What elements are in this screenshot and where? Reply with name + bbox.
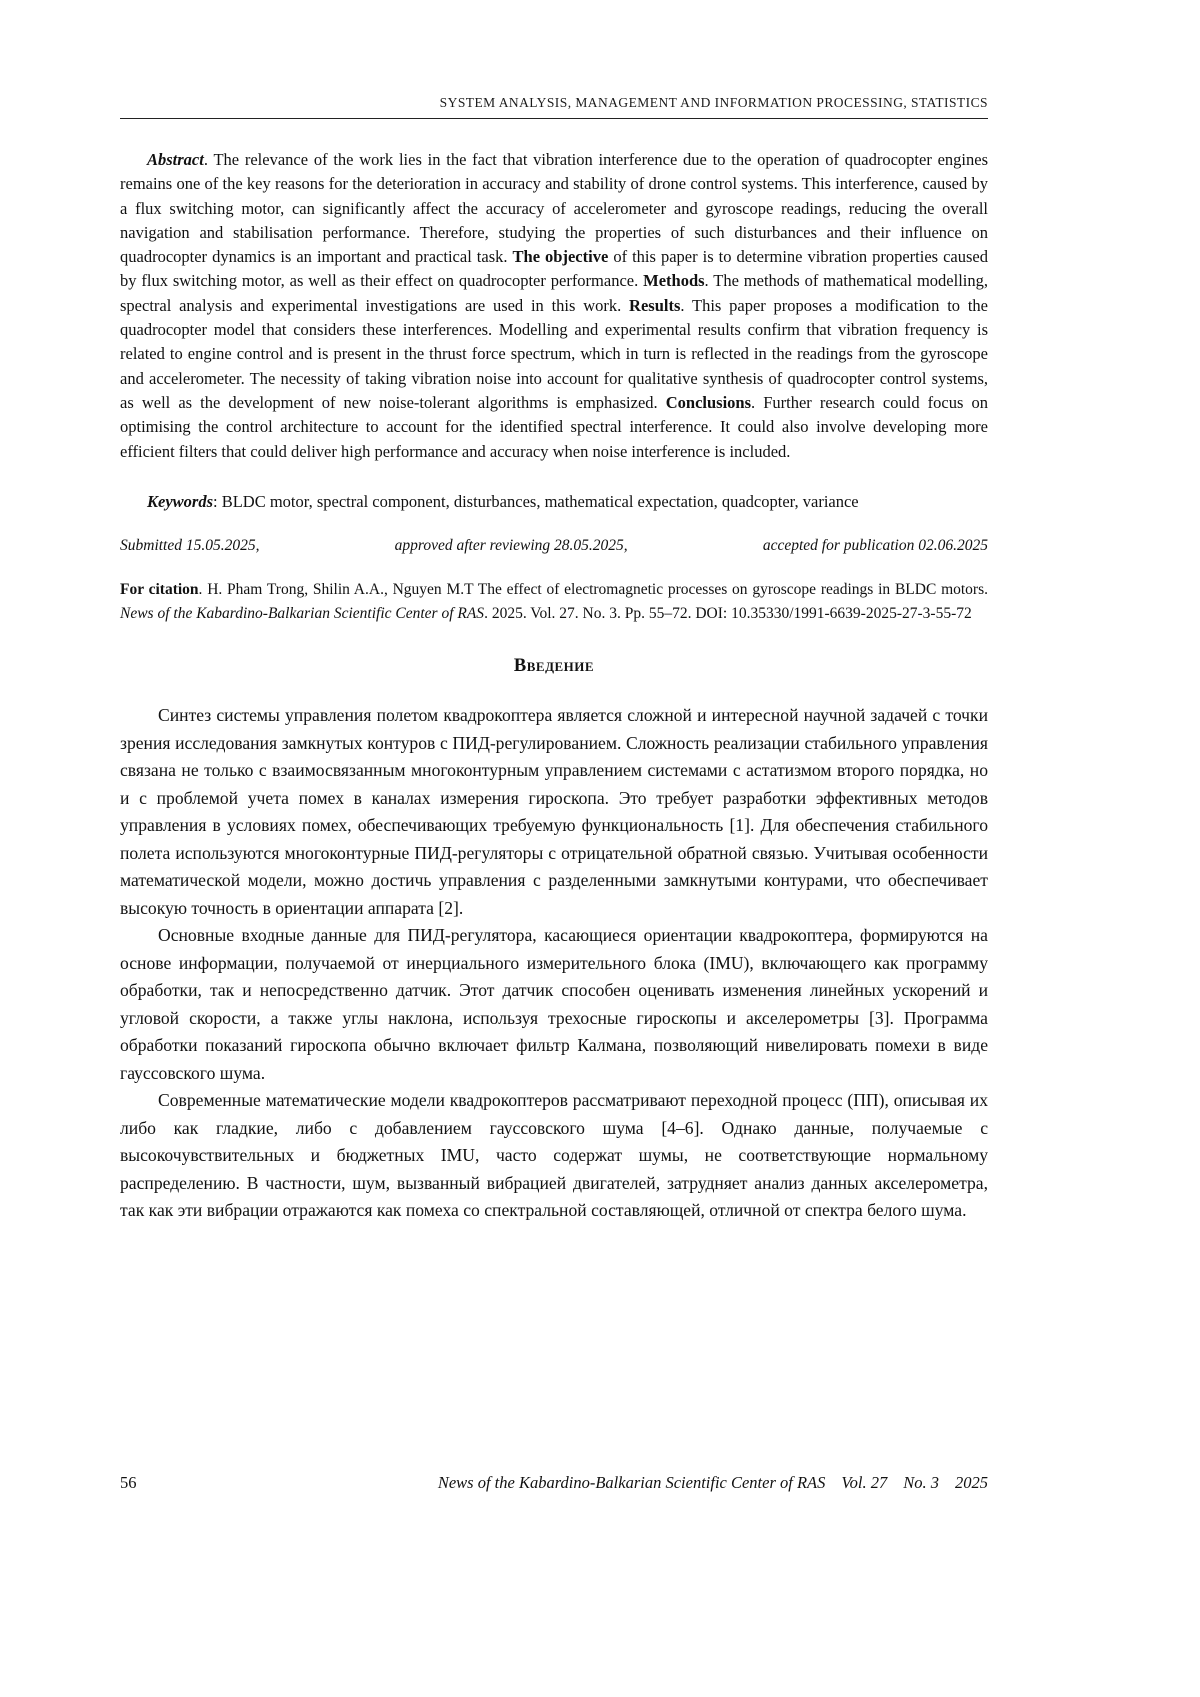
introduction-heading: Введение <box>513 656 595 677</box>
date-approved: approved after reviewing 28.05.2025, <box>394 537 628 555</box>
intro-paragraph-1: Синтез системы управления полетом квадрокоптера является сложной и интересной научной задачей с точки зрения исследования замкнутых контуров с ПИД-регулированием. Сложность реализации стабильного управления связана не только с взаимосвязанным многоконтурным управлением системами с астатизмом второго порядка, но и с проблемой учета помех в каналах измерения гироскопа. Это требует разработки эффективных методов управления в условиях помех, обеспечивающих требуемую функциональность [1]. Для обеспечения стабильного полета используются многоконтурные ПИД-регуляторы с отрицательной обратной связью. Учитывая особенности математической модели, можно достичь управления с разделенными замкнутыми контурами, что обеспечивает высокую точность в ориентации аппарата [2]. <box>120 705 988 918</box>
citation-paragraph: For citation. H. Pham Trong, Shilin A.A., Nguyen M.T The effect of electromagnetic processes on gyroscope readings in BLDC motors. News of the Kabardino-Balkarian Scientific Center of RAS. 2025. Vol. 27. No. 3. Pp. 55–72. DOI: 10.35330/1991-6639-2025-27-3-55-72 <box>120 581 988 622</box>
year-label: 2025 <box>955 1473 988 1492</box>
dates-row <box>120 537 988 555</box>
header-divider <box>120 118 988 119</box>
introduction-body <box>120 702 988 1225</box>
volume-label: Vol. 27 <box>841 1473 888 1492</box>
abstract-paragraph: Abstract. The relevance of the work lies in the fact that vibration interference due to the operation of quadrocopter engines remains one of the key reasons for the deterioration in accuracy and stability of drone control systems. This interference, caused by a flux switching motor, can significantly affect the accuracy of accelerometer and gyroscope readings, reducing the overall navigation and stabilisation performance. Therefore, studying the properties of such disturbances and their influence on quadrocopter dynamics is an important and practical task. The objective of this paper is to determine vibration properties caused by flux switching motor, as well as their effect on quadrocopter performance. Methods. The methods of mathematical modelling, spectral analysis and experimental investigations are used in this work. Results. This paper proposes a modification to the quadrocopter model that considers these interferences. Modelling and experimental results confirm that vibration frequency is related to engine control and is present in the thrust force spectrum, which in turn is reflected in the readings from the gyroscope and accelerometer. The necessity of taking vibration noise into account for qualitative synthesis of quadrocopter control systems, as well as the development of new noise-tolerant algorithms is emphasized. Conclusions. Further research could focus on optimising the control architecture to account for the identified spectral interference. It could also involve developing more efficient filters that could deliver high performance and accuracy when noise interference is included. <box>120 150 989 461</box>
date-submitted: Submitted 15.05.2025, <box>120 537 260 555</box>
issue-label: No. 3 <box>903 1473 939 1492</box>
intro-paragraph-2: Основные входные данные для ПИД-регулятора, касающиеся ориентации квадрокоптера, формируются на основе информации, получаемой от инерциального измерительного блока (IMU), включающего как программу обработки, так и непосредственно датчик. Этот датчик способен оценивать изменения линейных ускорений и угловой скорости, а также углы наклона, используя трехосные гироскопы и акселерометры [3]. Программа обработки показаний гироскопа обычно включает фильтр Калмана, позволяющий нивелировать помехи в виде гауссовского шума. <box>120 925 988 1083</box>
intro-paragraph-3: Современные математические модели квадрокоптеров рассматривают переходной процесс (ПП), описывая их либо как гладкие, либо с добавлением гауссовского шума [4–6]. Однако данные, получаемые с высокочувствительных и бюджетных IMU, часто содержат шумы, не соответствующие нормальному распределению. В частности, шум, вызванный вибрацией двигателей, затрудняет анализ данных акселерометра, так как эти вибрации отражаются как помеха со спектральной составляющей, отличной от спектра белого шума. <box>120 1090 988 1221</box>
footer-journal-line <box>438 1473 988 1493</box>
date-accepted: accepted for publication 02.06.2025 <box>762 537 988 555</box>
page-footer <box>120 1473 988 1493</box>
keywords-paragraph: Keywords: BLDC motor, spectral component, disturbances, mathematical expectation, quadcopter, variance <box>147 491 859 511</box>
running-header: SYSTEM ANALYSIS, MANAGEMENT AND INFORMATION PROCESSING, STATISTICS <box>439 95 988 110</box>
page-number: 56 <box>120 1473 137 1492</box>
journal-title: News of the Kabardino-Balkarian Scientific Center of RAS <box>437 1473 826 1492</box>
